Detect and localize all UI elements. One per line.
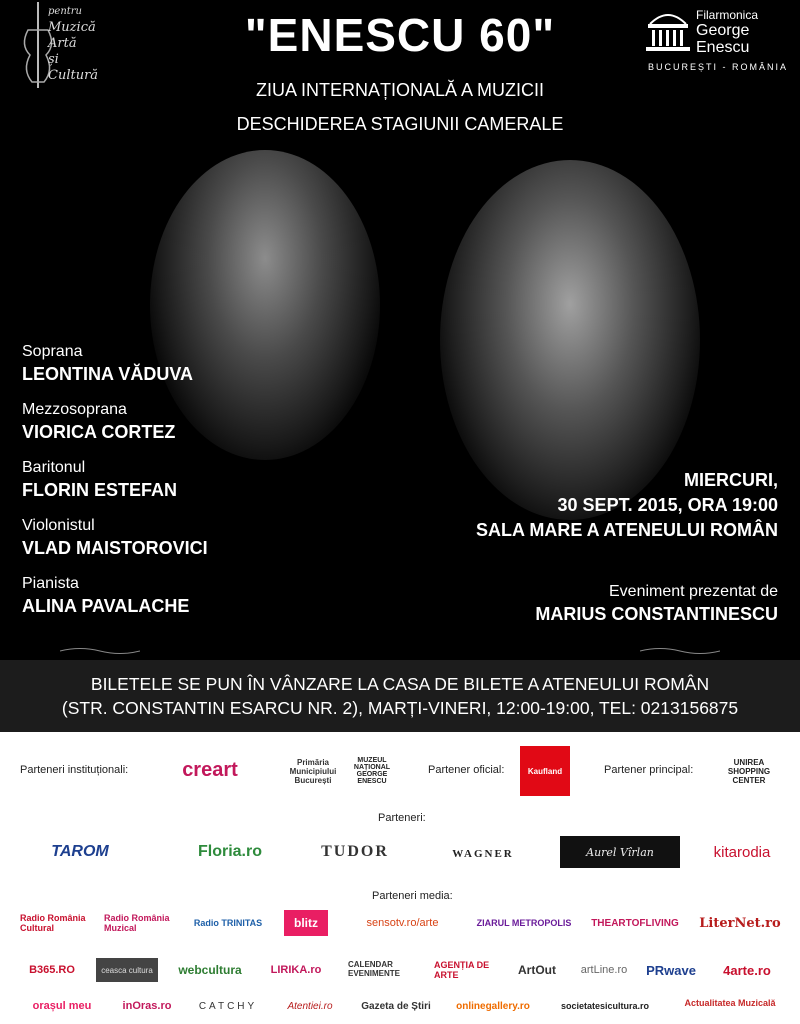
event-details — [476, 468, 778, 543]
poster-subtitle-1: ZIUA INTERNAȚIONALĂ A MUZICII — [255, 80, 545, 100]
ticket-info-band — [0, 660, 800, 732]
logo-line: Enescu — [696, 39, 750, 56]
partner-logo-tarom: TAROM — [51, 843, 109, 860]
media-logo: Radio România Cultural — [20, 913, 86, 933]
partner-logo-kitarodia: kitarodia — [713, 843, 771, 861]
media-logo: blitz — [284, 910, 328, 936]
performer-item — [22, 400, 208, 458]
media-logo: ArtOut — [518, 963, 556, 977]
media-logo: AGENȚIA DE ARTE — [434, 960, 490, 980]
media-logo: ceasca cultura — [96, 958, 158, 982]
performer-name: ALINA PAVALACHE — [22, 596, 190, 616]
media-logo: sensotv.ro/arte — [366, 917, 439, 929]
partner-logo-tudor: TUDOR — [321, 843, 389, 860]
performers-list — [22, 342, 208, 632]
media-logo: LiterNet.ro — [699, 915, 781, 931]
main-partner-label: Partener principal: — [604, 764, 694, 776]
performer-name: LEONTINA VĂDUVA — [22, 364, 193, 384]
philharmonic-city: BUCUREȘTI - ROMÂNIA — [648, 62, 789, 72]
logo-line: Muzică — [48, 20, 96, 35]
athenaeum-building-icon — [644, 6, 692, 52]
media-logo: onlinegallery.ro — [456, 1000, 530, 1012]
partner-logo-floria: Floria.ro — [197, 843, 262, 860]
performer-item — [22, 574, 208, 632]
media-logo: orașul meu — [32, 1000, 92, 1012]
partner-logo-aurel-virlan: Aurel Vîrlan — [560, 836, 680, 868]
media-logo: THEARTOFLIVING — [591, 917, 679, 929]
partner-logo-kaufland: Kaufland — [520, 746, 570, 796]
event-datetime: 30 SEPT. 2015, ORA 19:00 — [557, 495, 778, 515]
performer-item — [22, 516, 208, 574]
media-logo: PRwave — [646, 962, 696, 978]
performer-item — [22, 458, 208, 516]
event-host — [535, 582, 778, 626]
media-logo: inOras.ro — [122, 1000, 172, 1012]
logo-line: Artă — [48, 36, 77, 51]
philharmonic-logo — [640, 0, 790, 82]
media-logo: societatesicultura.ro — [560, 1001, 650, 1011]
event-venue: SALA MARE A ATENEULUI ROMÂN — [476, 520, 778, 540]
media-logo: Radio TRINITAS — [193, 918, 263, 928]
portrait-mezzosoprano — [440, 160, 700, 520]
host-name: MARIUS CONSTANTINESCU — [535, 604, 778, 624]
performer-role: Mezzosoprana — [22, 401, 127, 418]
ticket-info-line-1: BILETELE SE PUN ÎN VÂNZARE LA CASA DE BILETE A ATENEULUI ROMÂN — [90, 674, 710, 694]
logo-line: pentru — [48, 6, 82, 17]
poster-title: "ENESCU 60" — [244, 9, 556, 61]
performer-role: Soprana — [22, 343, 83, 360]
media-logo: Radio România Muzical — [104, 913, 170, 933]
media-logo: CATCHY — [198, 1000, 258, 1012]
event-day: MIERCURI, — [684, 470, 778, 490]
performer-name: FLORIN ESTEFAN — [22, 480, 178, 500]
media-logo: Actualitatea Muzicală — [684, 998, 776, 1008]
partner-logo-unirea: UNIREA SHOPPING CENTER — [727, 757, 771, 785]
media-logo: Gazeta de Știri — [361, 1000, 431, 1012]
media-logo: ZIARUL METROPOLIS — [476, 918, 572, 928]
media-logo: artLine.ro — [580, 964, 628, 976]
philharmonic-name — [696, 8, 758, 56]
performer-name: VIORICA CORTEZ — [22, 422, 176, 442]
logo-line: și — [48, 52, 59, 67]
media-partners-label: Parteneri media: — [372, 890, 453, 902]
logo-line: Cultură — [48, 68, 99, 83]
logo-line: George — [696, 22, 750, 39]
partner-logo-city-hall: Primăria Municipiului București — [289, 757, 337, 785]
performer-role: Baritonul — [22, 459, 86, 476]
performer-item — [22, 342, 208, 400]
performer-role: Violonistul — [22, 517, 95, 534]
performer-name: VLAD MAISTOROVICI — [22, 538, 208, 558]
host-label: Eveniment prezentat de — [609, 583, 778, 600]
poster-subtitle-2: DESCHIDEREA STAGIUNII CAMERALE — [236, 114, 564, 134]
partner-logo-wagner: WAGNER — [452, 848, 514, 860]
ticket-info-line-2: (STR. CONSTANTIN ESARCU NR. 2), MARȚI-VINERI, 12:00-19:00, TEL: 0213156875 — [61, 698, 739, 718]
media-logo: CALENDAR EVENIMENTE — [348, 960, 401, 978]
media-logo: 4arte.ro — [723, 962, 771, 978]
media-logo: LIRIKA.ro — [270, 964, 322, 976]
partners-label: Parteneri: — [378, 812, 426, 824]
logo-line: Filarmonica — [696, 8, 759, 22]
partners-section — [0, 732, 800, 1024]
performer-role: Pianista — [22, 575, 79, 592]
media-logo: Atentiei.ro — [287, 1000, 333, 1012]
media-logo: webcultura — [178, 963, 242, 977]
partner-logo-creart: creart — [182, 758, 238, 781]
institutional-partners-label: Parteneri instituționali: — [20, 764, 129, 776]
partner-logo-enescu-museum: MUZEUL NAȚIONAL GEORGE ENESCU — [353, 757, 391, 785]
ornament-icon — [640, 646, 720, 656]
ornament-icon — [60, 646, 140, 656]
official-partner-label: Partener oficial: — [428, 764, 505, 776]
media-logo: B365.RO — [29, 964, 75, 976]
